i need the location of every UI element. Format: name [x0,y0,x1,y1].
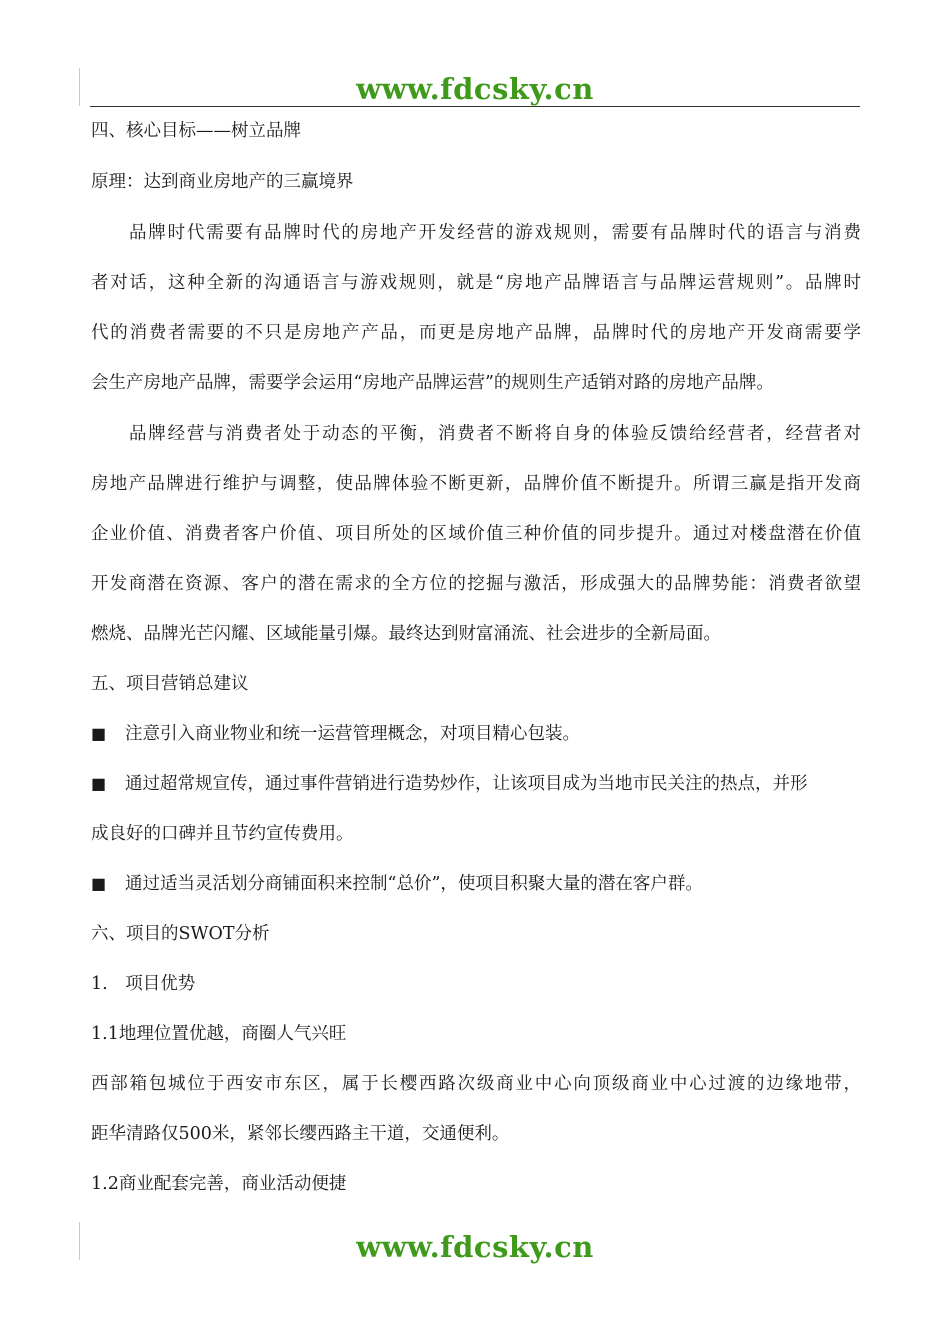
paragraph-line: 燃烧、品牌光芒闪耀、区域能量引爆。最终达到财富涌流、社会进步的全新局面。 [91,624,721,644]
paragraph-line: 代的消费者需要的不只是房地产产品，而更是房地产品牌，品牌时代的房地产开发商需要学 [91,323,861,343]
paragraph-line: 开发商潜在资源、客户的潜在需求的全方位的挖掘与激活，形成强大的品牌势能：消费者欲望 [91,574,861,594]
paragraph-line: 距华清路仅500米，紧邻长缨西路主干道，交通便利。 [91,1124,510,1144]
bullet-item [91,871,861,897]
subsection-heading-1: 1. 项目优势 [91,974,196,994]
bullet-continuation: 成良好的口碑并且节约宣传费用。 [91,824,354,844]
site-logo-header: www.fdcsky.cn [356,72,594,106]
paragraph-line: 企业价值、消费者客户价值、项目所处的区域价值三种价值的同步提升。通过对楼盘潜在价值 [91,524,861,544]
bullet-text: 注意引入商业物业和统一运营管理概念，对项目精心包装。 [125,724,580,744]
section-heading-5: 五、项目营销总建议 [91,674,249,694]
subsection-heading-1-2: 1.2商业配套完善，商业活动便捷 [91,1174,347,1194]
header-divider [90,106,860,107]
section-heading-6: 六、项目的SWOT分析 [91,924,270,944]
paragraph-line: 房地产品牌进行维护与调整，使品牌体验不断更新，品牌价值不断提升。所谓三赢是指开发商 [91,474,861,494]
paragraph-line: 品牌经营与消费者处于动态的平衡，消费者不断将自身的体验反馈给经营者，经营者对 [129,424,861,444]
paragraph-line: 西部箱包城位于西安市东区，属于长樱西路次级商业中心向顶级商业中心过渡的边缘地带， [91,1074,861,1094]
bullet-square-icon: ■ [91,874,107,893]
paragraph-line: 者对话，这种全新的沟通语言与游戏规则，就是“房地产品牌语言与品牌运营规则”。品牌时 [91,273,861,293]
bullet-square-icon: ■ [91,774,107,793]
bullet-item [91,771,861,797]
section-heading-4: 四、核心目标——树立品牌 [91,121,301,141]
bullet-text: 通过超常规宣传，通过事件营销进行造势炒作，让该项目成为当地市民关注的热点，并形 [125,774,808,794]
paragraph-line: 会生产房地产品牌，需要学会运用“房地产品牌运营”的规则生产适销对路的房地产品牌。 [91,373,774,393]
bullet-square-icon: ■ [91,724,107,743]
subsection-heading-1-1: 1.1地理位置优越，商圈人气兴旺 [91,1024,347,1044]
site-logo-footer: www.fdcsky.cn [356,1230,594,1264]
bullet-text: 通过适当灵活划分商铺面积来控制“总价”，使项目积聚大量的潜在客户群。 [125,874,703,894]
bullet-item [91,721,861,747]
paragraph-line: 品牌时代需要有品牌时代的房地产开发经营的游戏规则，需要有品牌时代的语言与消费 [129,223,861,243]
section-principle: 原理：达到商业房地产的三赢境界 [91,172,354,192]
